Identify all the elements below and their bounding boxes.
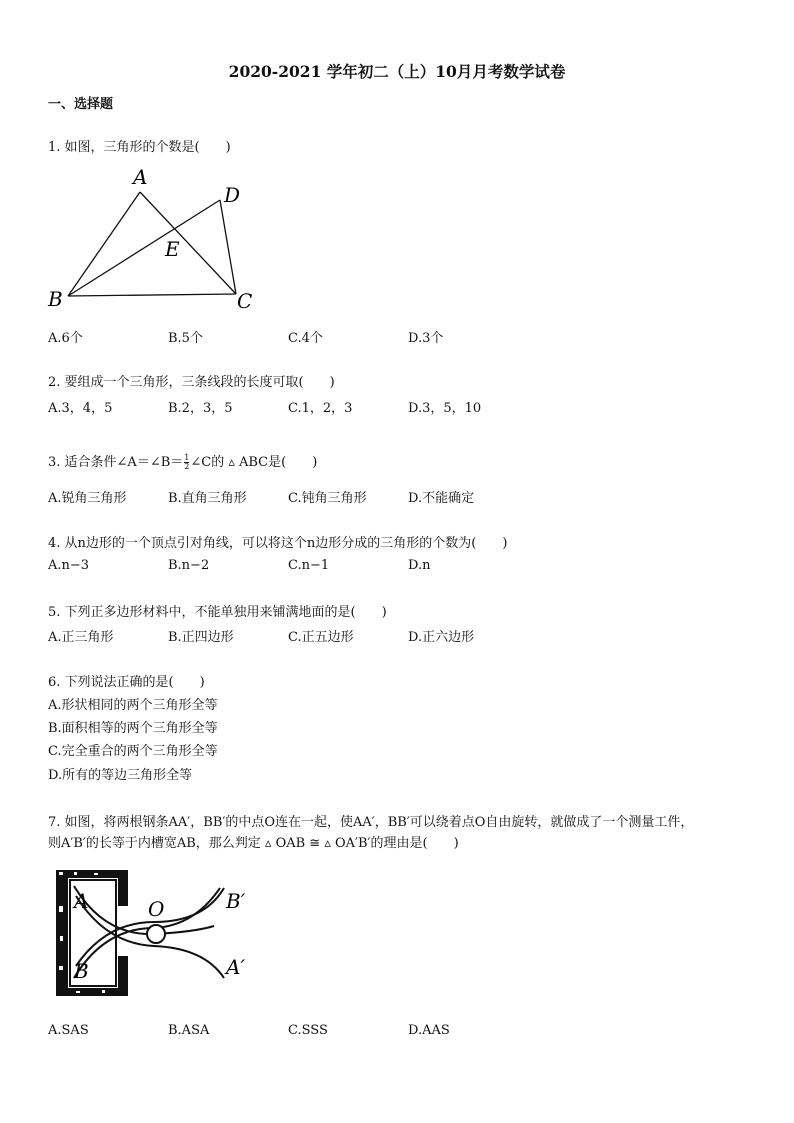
question-1-stem: 1. 如图，三角形的个数是( ) [48,140,231,155]
option-a[interactable]: A.SAS [48,1023,89,1038]
option-b[interactable]: B.直角三角形 [168,491,247,506]
frac-numerator: 1 [184,453,190,462]
option-d[interactable]: D.3，5，10 [408,401,482,416]
fig1-label-e: E [165,237,180,261]
fig7-label-b: B [74,959,89,983]
fig7-label-b-prime: B′ [226,889,246,913]
question-5-stem: 5. 下列正多边形材料中，不能单独用来铺满地面的是( ) [48,605,387,620]
question-7-stem-line-1: 7. 如图，将两根钢条AA′，BB′的中点O连在一起，使AA′，BB′可以绕着点O自由旋转，就做成了一个测量工件， [48,815,694,830]
question-7-options [48,1023,748,1043]
option-a[interactable]: A.锐角三角形 [48,491,127,506]
question-7-stem-line-2: 则A′B′的长等于内槽宽AB，那么判定 ▵ OAB ≅ ▵ OA′B′的理由是( ) [48,836,459,851]
fig7-label-o: O [148,897,165,921]
option-d[interactable]: D.AAS [408,1023,450,1038]
option-c[interactable]: C.n−1 [288,558,330,573]
fig1-label-a: A [133,165,148,189]
q3-stem-part-b: ∠C的 ▵ ABC是( ) [190,455,318,470]
fig1-label-d: D [224,183,241,207]
question-6-option-a[interactable]: A.形状相同的两个三角形全等 [48,698,218,713]
fig7-label-a-prime: A′ [226,955,245,979]
section-heading: 一、选择题 [48,97,114,112]
question-4-options [48,558,748,578]
option-c[interactable]: C.1，2，3 [288,401,353,416]
question-2-options [48,397,748,417]
question-5-options [48,626,748,646]
option-c[interactable]: C.SSS [288,1023,328,1038]
question-2-stem: 2. 要组成一个三角形，三条线段的长度可取( ) [48,375,335,390]
question-3-options [48,487,748,507]
question-1-options [48,327,748,347]
question-6-stem: 6. 下列说法正确的是( ) [48,675,205,690]
exam-title: 2020-2021 学年初二（上）10月月考数学试卷 [228,62,566,81]
frac-denominator: 2 [184,462,190,471]
fig1-label-c: C [237,289,253,313]
option-c[interactable]: C.正五边形 [288,630,354,645]
option-b[interactable]: B.ASA [168,1023,210,1038]
fig1-label-b: B [48,287,63,311]
option-b[interactable]: B.正四边形 [168,630,234,645]
question-6-option-b[interactable]: B.面积相等的两个三角形全等 [48,721,218,736]
option-a[interactable]: A.6个 [48,331,83,346]
option-a[interactable]: A.3，4，5 [48,401,113,416]
option-d[interactable]: D.不能确定 [408,491,475,506]
option-d[interactable]: D.n [408,558,431,573]
option-b[interactable]: B.2，3，5 [168,401,233,416]
option-a[interactable]: A.正三角形 [48,630,114,645]
question-4-stem: 4. 从n边形的一个顶点引对角线，可以将这个n边形分成的三角形的个数为( ) [48,536,508,551]
fraction-one-half [184,454,189,471]
option-d[interactable]: D.正六边形 [408,630,475,645]
option-a[interactable]: A.n−3 [48,558,90,573]
option-c[interactable]: C.钝角三角形 [288,491,367,506]
option-b[interactable]: B.n−2 [168,558,210,573]
option-c[interactable]: C.4个 [288,331,323,346]
q3-stem-part-a: 3. 适合条件∠A＝∠B＝ [48,455,184,470]
question-3-stem [48,453,317,473]
option-b[interactable]: B.5个 [168,331,203,346]
question-1-figure [44,164,264,314]
fig7-label-a: A [74,889,89,913]
option-d[interactable]: D.3个 [408,331,444,346]
question-6-option-c[interactable]: C.完全重合的两个三角形全等 [48,744,218,759]
question-6-option-d[interactable]: D.所有的等边三角形全等 [48,768,193,783]
question-7-figure [54,866,274,1001]
